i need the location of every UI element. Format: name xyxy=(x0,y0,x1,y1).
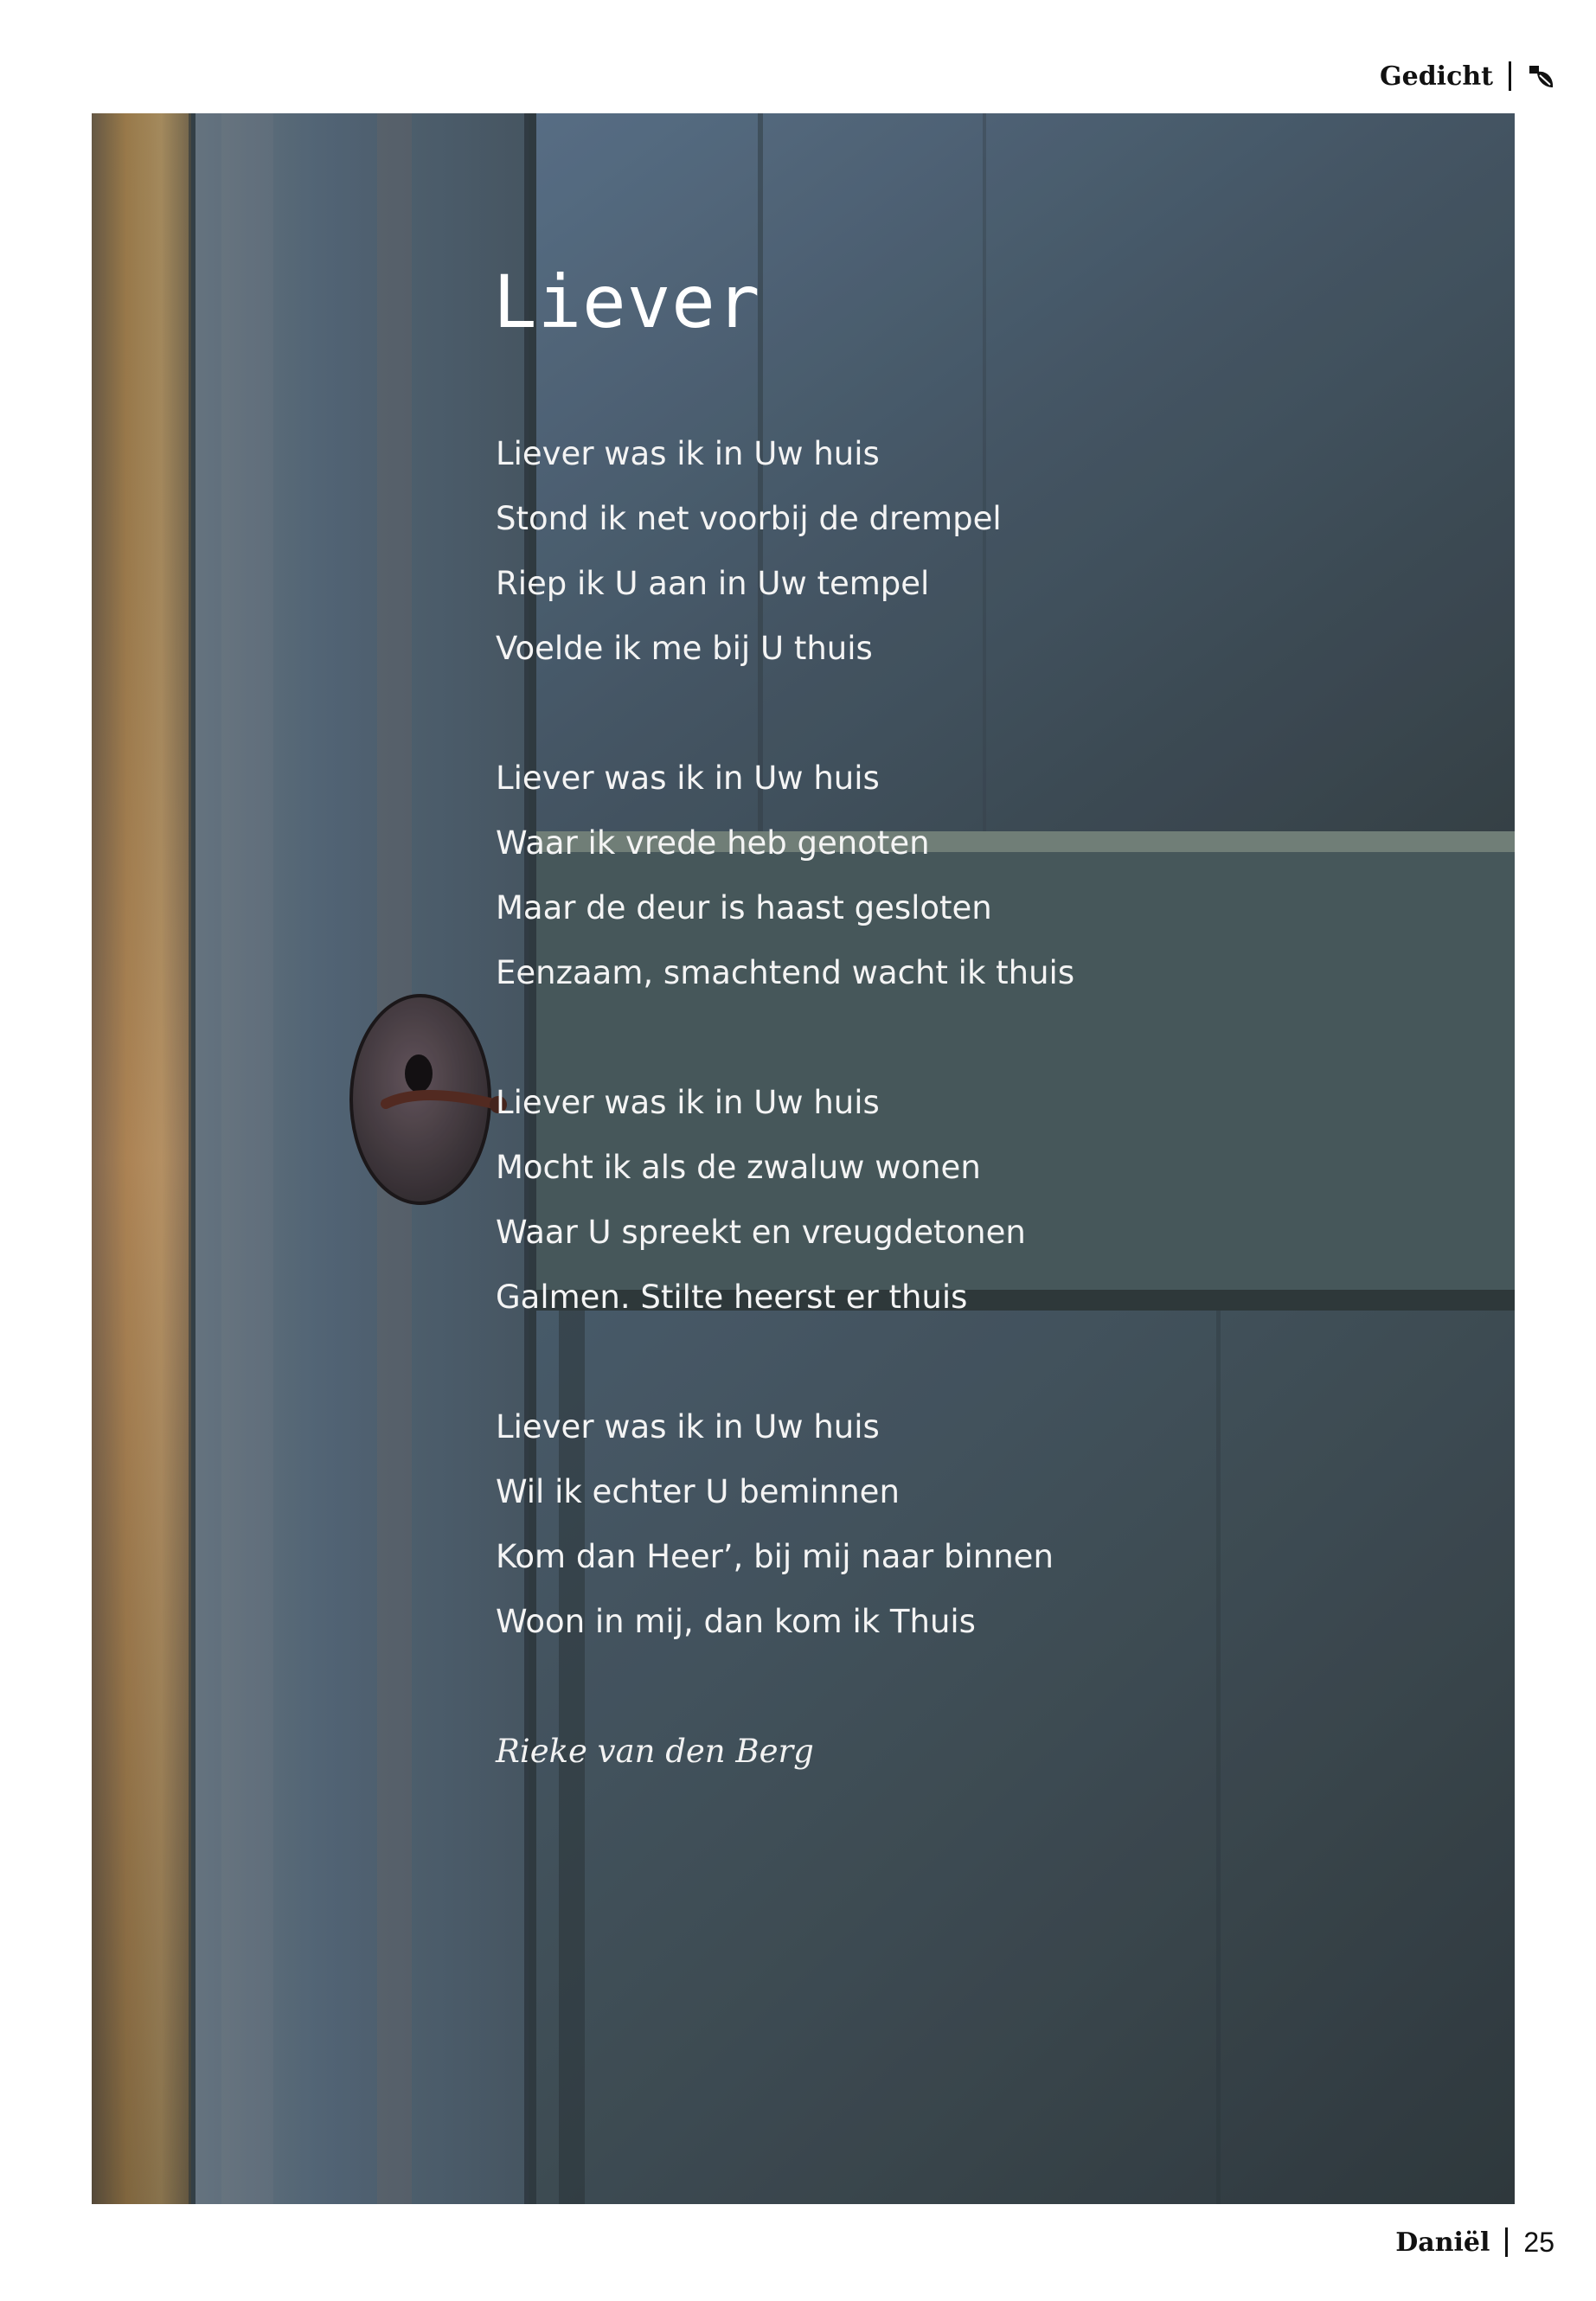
leaf-icon xyxy=(1527,61,1556,91)
poem-line: Liever was ik in Uw huis xyxy=(496,760,880,797)
stanza-2 xyxy=(496,746,1361,1005)
poem-line: Riep ik U aan in Uw tempel xyxy=(496,565,930,602)
poem-line: Eenzaam, smachtend wacht ik thuis xyxy=(496,954,1075,991)
footer-divider xyxy=(1505,2227,1508,2257)
poem-title: Liever xyxy=(493,260,761,344)
poem-line: Voelde ik me bij U thuis xyxy=(496,630,873,667)
poem-line: Maar de deur is haast gesloten xyxy=(496,889,992,926)
poem-line: Waar ik vrede heb genoten xyxy=(496,824,930,862)
poem-line: Liever was ik in Uw huis xyxy=(496,1408,880,1445)
section-label: Gedicht xyxy=(1379,61,1493,92)
poem-line: Woon in mij, dan kom ik Thuis xyxy=(496,1603,976,1640)
magazine-name: Daniël xyxy=(1395,2227,1490,2258)
poem-line: Kom dan Heer’, bij mij naar binnen xyxy=(496,1538,1054,1575)
page-number: 25 xyxy=(1523,2226,1554,2258)
page-footer xyxy=(1395,2221,1554,2263)
stanza-3 xyxy=(496,1070,1361,1330)
poem-line: Stond ik net voorbij de drempel xyxy=(496,500,1002,537)
page-header xyxy=(1380,55,1556,97)
stanza-4 xyxy=(496,1394,1361,1654)
poem-author: Rieke van den Berg xyxy=(496,1733,814,1770)
poem-body xyxy=(496,421,1361,1784)
poem-line: Liever was ik in Uw huis xyxy=(496,435,880,472)
stanza-1 xyxy=(496,421,1361,681)
header-divider xyxy=(1509,61,1511,91)
poem-line: Liever was ik in Uw huis xyxy=(496,1084,880,1121)
poem-line: Waar U spreekt en vreugdetonen xyxy=(496,1214,1026,1251)
poem-line: Mocht ik als de zwaluw wonen xyxy=(496,1149,981,1186)
poem-line: Galmen. Stilte heerst er thuis xyxy=(496,1279,968,1316)
poem-line: Wil ik echter U beminnen xyxy=(496,1473,900,1510)
